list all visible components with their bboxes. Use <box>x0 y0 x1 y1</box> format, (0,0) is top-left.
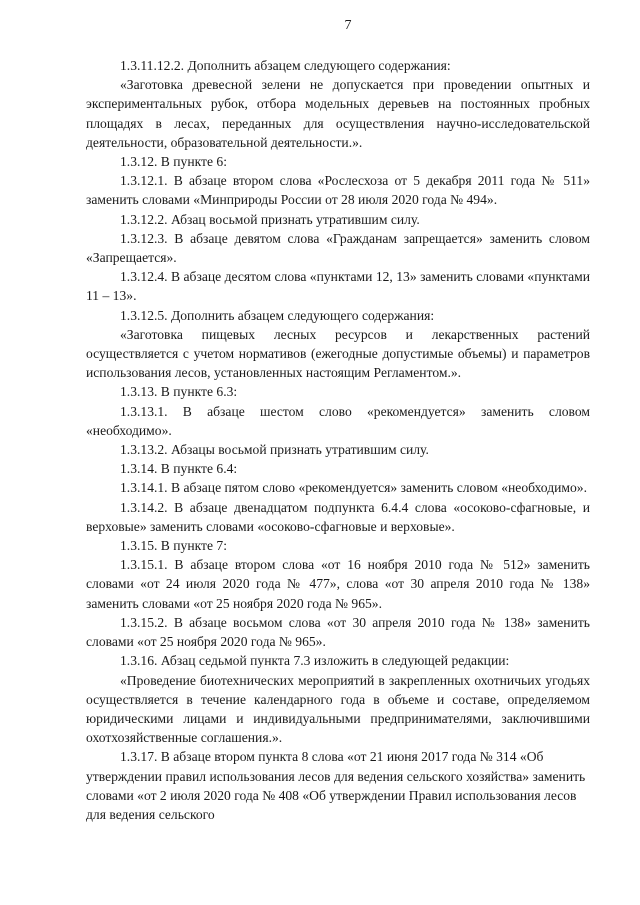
paragraph: 1.3.12.1. В абзаце втором слова «Рослесхоза от 5 декабря 2011 года № 511» заменить словами «Минприроды России от 28 июля 2020 года № 494». <box>86 173 590 208</box>
paragraph: 1.3.17. В абзаце втором пункта 8 слова «от 21 июня 2017 года № 314 «Об утверждении правил использования лесов для ведения сельского хозяйства» заменить словами «от 2 июля 2020 года № 408 «Об утверждении Правил использования лесов для ведения сельского <box>86 749 586 822</box>
paragraph: 1.3.15. В пункте 7: <box>120 538 227 554</box>
paragraph: 1.3.12.2. Абзац восьмой признать утратившим силу. <box>120 211 420 227</box>
paragraph: 1.3.15.1. В абзаце втором слова «от 16 ноября 2010 года № 512» заменить словами «от 24 июля 2020 года № 477», слова «от 30 апреля 2010 года № 138» заменить словами «от 25 ноября 2020 года № 965». <box>86 557 590 611</box>
paragraph: 1.3.14.1. В абзаце пятом слово «рекомендуется» заменить словом «необходимо». <box>120 480 587 496</box>
page-number: 7 <box>344 18 352 33</box>
paragraph: 1.3.13. В пункте 6.3: <box>120 384 238 400</box>
paragraph: 1.3.15.2. В абзаце восьмом слова «от 30 апреля 2010 года № 138» заменить словами «от 25 ноября 2020 года № 965». <box>86 614 590 650</box>
paragraph: «Заготовка древесной зелени не допускается при проведении опытных и экспериментальных рубок, отбора модельных деревьев на постоянных пробных площадях в лесах, переданных для осуществления научно-исследовательской деятельности, образовательной деятельности.». <box>86 77 590 150</box>
paragraph: 1.3.14. В пункте 6.4: <box>120 461 238 477</box>
paragraph: «Заготовка пищевых лесных ресурсов и лекарственных растений осуществляется с учетом нормативов (ежегодные допустимые объемы) и параметров использования лесов, установленных настоящим Регламентом.». <box>86 326 590 381</box>
paragraph: 1.3.12.5. Дополнить абзацем следующего содержания: <box>120 307 435 323</box>
paragraph: 1.3.13.2. Абзацы восьмой признать утратившим силу. <box>120 442 429 458</box>
paragraph: 1.3.12. В пункте 6: <box>120 154 227 170</box>
paragraph: 1.3.14.2. В абзаце двенадцатом подпункта 6.4.4 слова «осоково-сфагновые, и верховые» заменить словами «осоково-сфагновые и верховые». <box>86 499 590 534</box>
paragraph: 1.3.11.12.2. Дополнить абзацем следующего содержания: <box>120 58 451 73</box>
paragraph: 1.3.12.3. В абзаце девятом слова «Гражданам запрещается» заменить словом «Запрещается». <box>86 230 590 266</box>
paragraph: 1.3.16. Абзац седьмой пункта 7.3 изложить в следующей редакции: <box>120 653 510 669</box>
paragraph: 1.3.12.4. В абзаце десятом слова «пунктами 12, 13» заменить словами «пунктами 11 – 13». <box>86 269 590 304</box>
paragraph: 1.3.13.1. В абзаце шестом слово «рекомендуется» заменить словом «необходимо». <box>86 403 590 438</box>
paragraph: «Проведение биотехнических мероприятий в закрепленных охотничьих угодьях осуществляется в течение календарного года в объеме и составе, определяемом юридическими лицами и индивидуальными предпринимателями, заключившими охотхозяйственные соглашения.». <box>86 672 590 746</box>
